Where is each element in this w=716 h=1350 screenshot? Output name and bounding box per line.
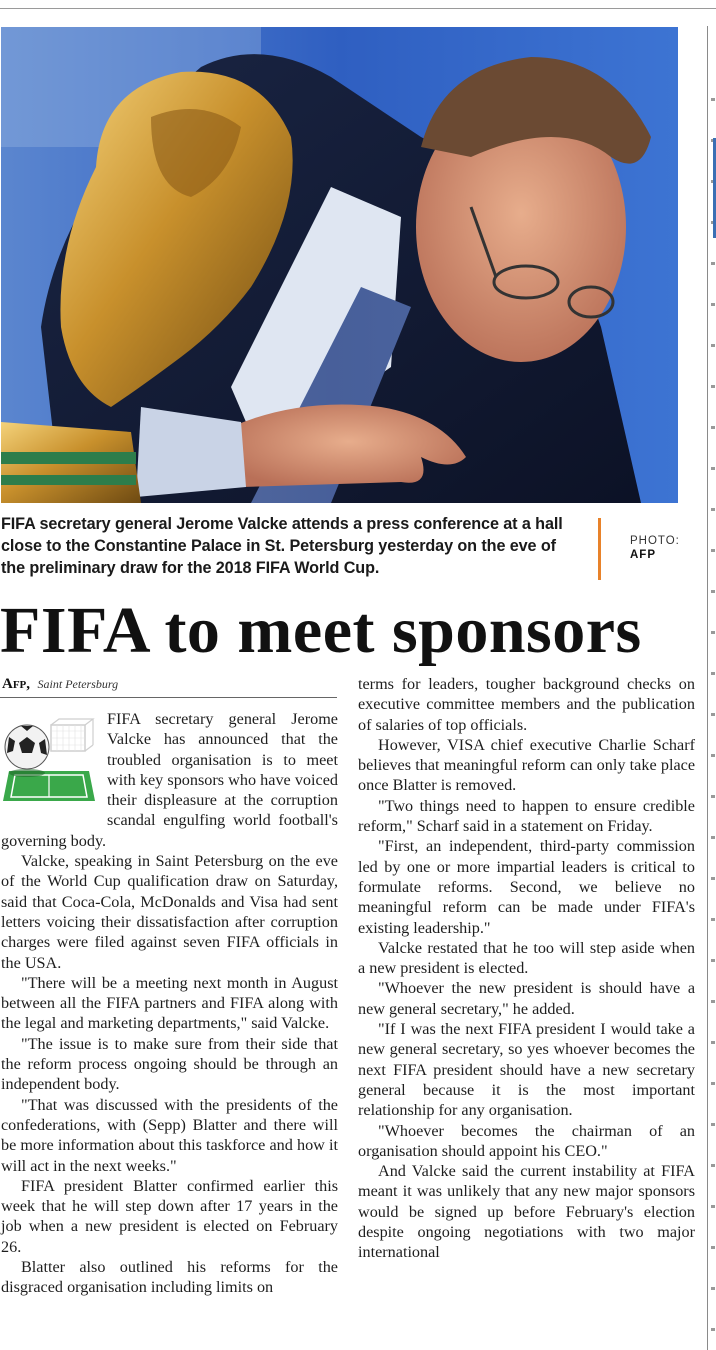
column-divider-right <box>707 26 708 1350</box>
paragraph: "Whoever becomes the chairman of an organisation should appoint his CEO." <box>358 1121 695 1160</box>
headline: FIFA to meet sponsors <box>0 594 642 667</box>
paragraph: FIFA secretary general Jerome Valcke has announced that the troubled organisation is to meet with key sponsors who have voiced their displeasure at the corruption scandal engulfing world football's governing body. <box>1 710 338 850</box>
news-photo <box>1 27 678 503</box>
photo-credit-value: AFP <box>630 549 656 561</box>
byline-place: Saint Petersburg <box>37 677 119 691</box>
byline-rule <box>0 697 337 698</box>
photo-caption: FIFA secretary general Jerome Valcke attends a press conference at a hall close to the Constantine Palace in St. Petersburg yesterday on the eve of the preliminary draw for the 2018 FIFA World Cup. <box>1 515 563 577</box>
paragraph: FIFA president Blatter confirmed earlier this week that he will step down after 17 years in the job when a new president is elected on February 26. <box>1 1176 338 1256</box>
paragraph: terms for leaders, tougher background checks on executive committee members and the publication of salaries of top officials. <box>358 675 695 734</box>
top-rule <box>0 8 716 9</box>
article-column-2 <box>358 674 695 1263</box>
paragraph: However, VISA chief executive Charlie Scharf believes that meaningful reform can only take place once Blatter is removed. <box>358 735 695 795</box>
paragraph: "First, an independent, third-party commission led by one or more impartial leaders is critical to formulate reforms. Second, we believe no meaningful reform can be made under FIFA's existing leadership." <box>358 837 695 937</box>
byline-agency: Afp, <box>2 676 31 692</box>
paragraph: Valcke restated that he too will step aside when a new president is elected. <box>358 938 695 978</box>
paragraph: "There will be a meeting next month in August between all the FIFA partners and FIFA along with the legal and marketing departments," said Valcke. <box>1 973 338 1033</box>
paragraph: Valcke, speaking in Saint Petersburg on the eve of the World Cup qualification draw on Saturday, said that Coca-Cola, McDonalds and Visa had sent letters voicing their dissatisfaction after corruption charges were filed against seven FIFA officials in the USA. <box>1 852 338 972</box>
paragraph: "Two things need to happen to ensure credible reform," Scharf said in a statement on Friday. <box>358 796 695 836</box>
photo-trophy-man-icon <box>1 27 678 503</box>
paragraph: "That was discussed with the presidents of the confederations, with (Sepp) Blatter and there will be more information about this taskforce and how it will act in the next weeks." <box>1 1095 338 1175</box>
paragraph: "The issue is to make sure from their side that the reform process ongoing should be through an independent body. <box>1 1034 338 1094</box>
adjacent-column-edge <box>711 60 715 1340</box>
paragraph: "Whoever the new president is should have a new general secretary," he added. <box>358 979 695 1018</box>
paragraph: "If I was the next FIFA president I would take a new general secretary, so yes whoever becomes the next FIFA president should have a new secretary general because it is the most important relationship for any organisation. <box>358 1020 695 1120</box>
byline <box>2 676 118 693</box>
paragraph: Blatter also outlined his reforms for the disgraced organisation including limits on <box>1 1258 338 1297</box>
article-column-1 <box>1 709 338 1298</box>
paragraph: And Valcke said the current instability at FIFA meant it was unlikely that any new major sponsors would be signed up before February's election despite ongoing negotiations with two major international <box>358 1162 695 1262</box>
football-field-icon <box>1 711 97 807</box>
credit-divider <box>598 518 601 580</box>
photo-credit-label: PHOTO: <box>630 535 680 547</box>
